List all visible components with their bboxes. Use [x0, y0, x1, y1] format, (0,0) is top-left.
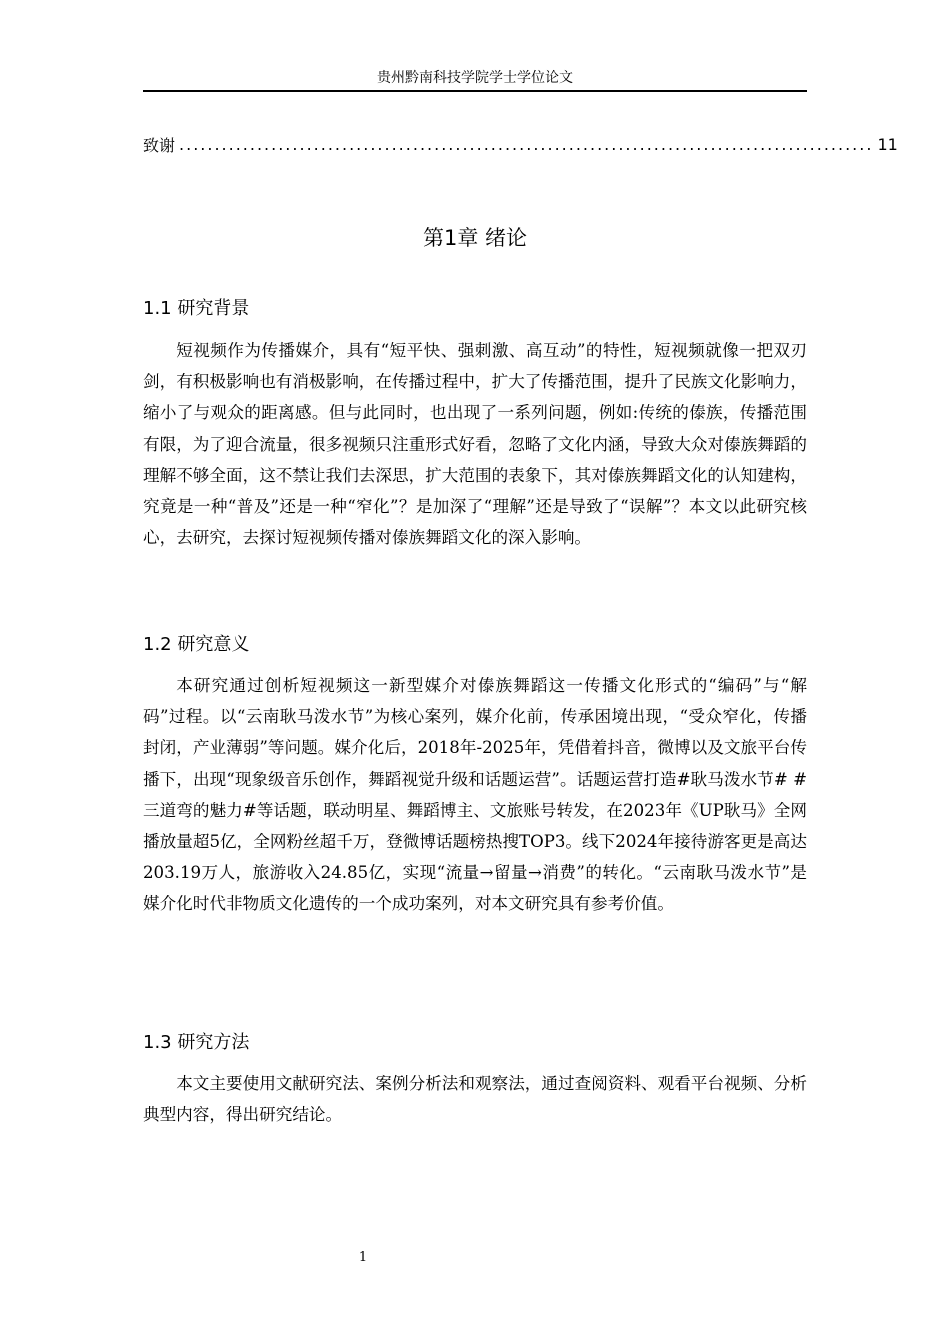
section-heading-background: 1.1 研究背景 [143, 298, 250, 319]
toc-entry-label: 致谢 [143, 135, 176, 155]
toc-leader-dots: .................................................................................................. [179, 134, 874, 154]
section-paragraph-significance: 本研究通过创析短视频这一新型媒介对傣族舞蹈这一传播文化形式的“编码”与“解码”过程。以“云南耿马泼水节”为核心案列，媒介化前，传承困境出现，“受众窄化，传播封闭，产业薄弱”等问题。媒介化后，2018年-2025年，凭借着抖音，微博以及文旅平台传播下，出现“现象级音乐创作，舞蹈视觉升级和话题运营”。话题运营打造#耿马泼水节# #三道弯的魅力#等话题，联动明星、舞蹈博主、文旅账号转发，在2023年《UP耿马》全网播放量超5亿，全网粉丝超千万，登微博话题榜热搜TOP3。线下2024年接待游客更是高达203.19万人，旅游收入24.85亿，实现“流量→留量→消费”的转化。“云南耿马泼水节”是媒介化时代非物质文化遗传的一个成功案列，对本文研究具有参考价值。 [143, 676, 807, 914]
section-paragraph-methods: 本文主要使用文献研究法、案例分析法和观察法，通过查阅资料、观看平台视频、分析典型内容，得出研究结论。 [143, 1074, 807, 1125]
page-number: 1 [358, 1250, 368, 1265]
toc-entry-acknowledgements[interactable] [143, 132, 898, 156]
toc-entry-page: 11 [877, 134, 898, 154]
section-heading-significance: 1.2 研究意义 [143, 634, 250, 655]
chapter-title: 第1章 绪论 [422, 226, 528, 250]
header-title: 贵州黔南科技学院学士学位论文 [377, 70, 573, 86]
page-header [143, 70, 807, 92]
section-paragraph-background: 短视频作为传播媒介，具有“短平快、强刺激、高互动”的特性，短视频就像一把双刃剑，有积极影响也有消极影响，在传播过程中，扩大了传播范围，提升了民族文化影响力，缩小了与观众的距离感。但与此同时，也出现了一系列问题，例如:传统的傣族，传播范围有限，为了迎合流量，很多视频只注重形式好看，忽略了文化内涵，导致大众对傣族舞蹈的理解不够全面，这不禁让我们去深思，扩大范围的表象下，其对傣族舞蹈文化的认知建构，究竟是一种“普及”还是一种“窄化”？是加深了“理解”还是导致了“误解”？本文以此研究核心，去研究，去探讨短视频传播对傣族舞蹈文化的深入影响。 [143, 341, 807, 548]
section-heading-methods: 1.3 研究方法 [143, 1032, 250, 1053]
